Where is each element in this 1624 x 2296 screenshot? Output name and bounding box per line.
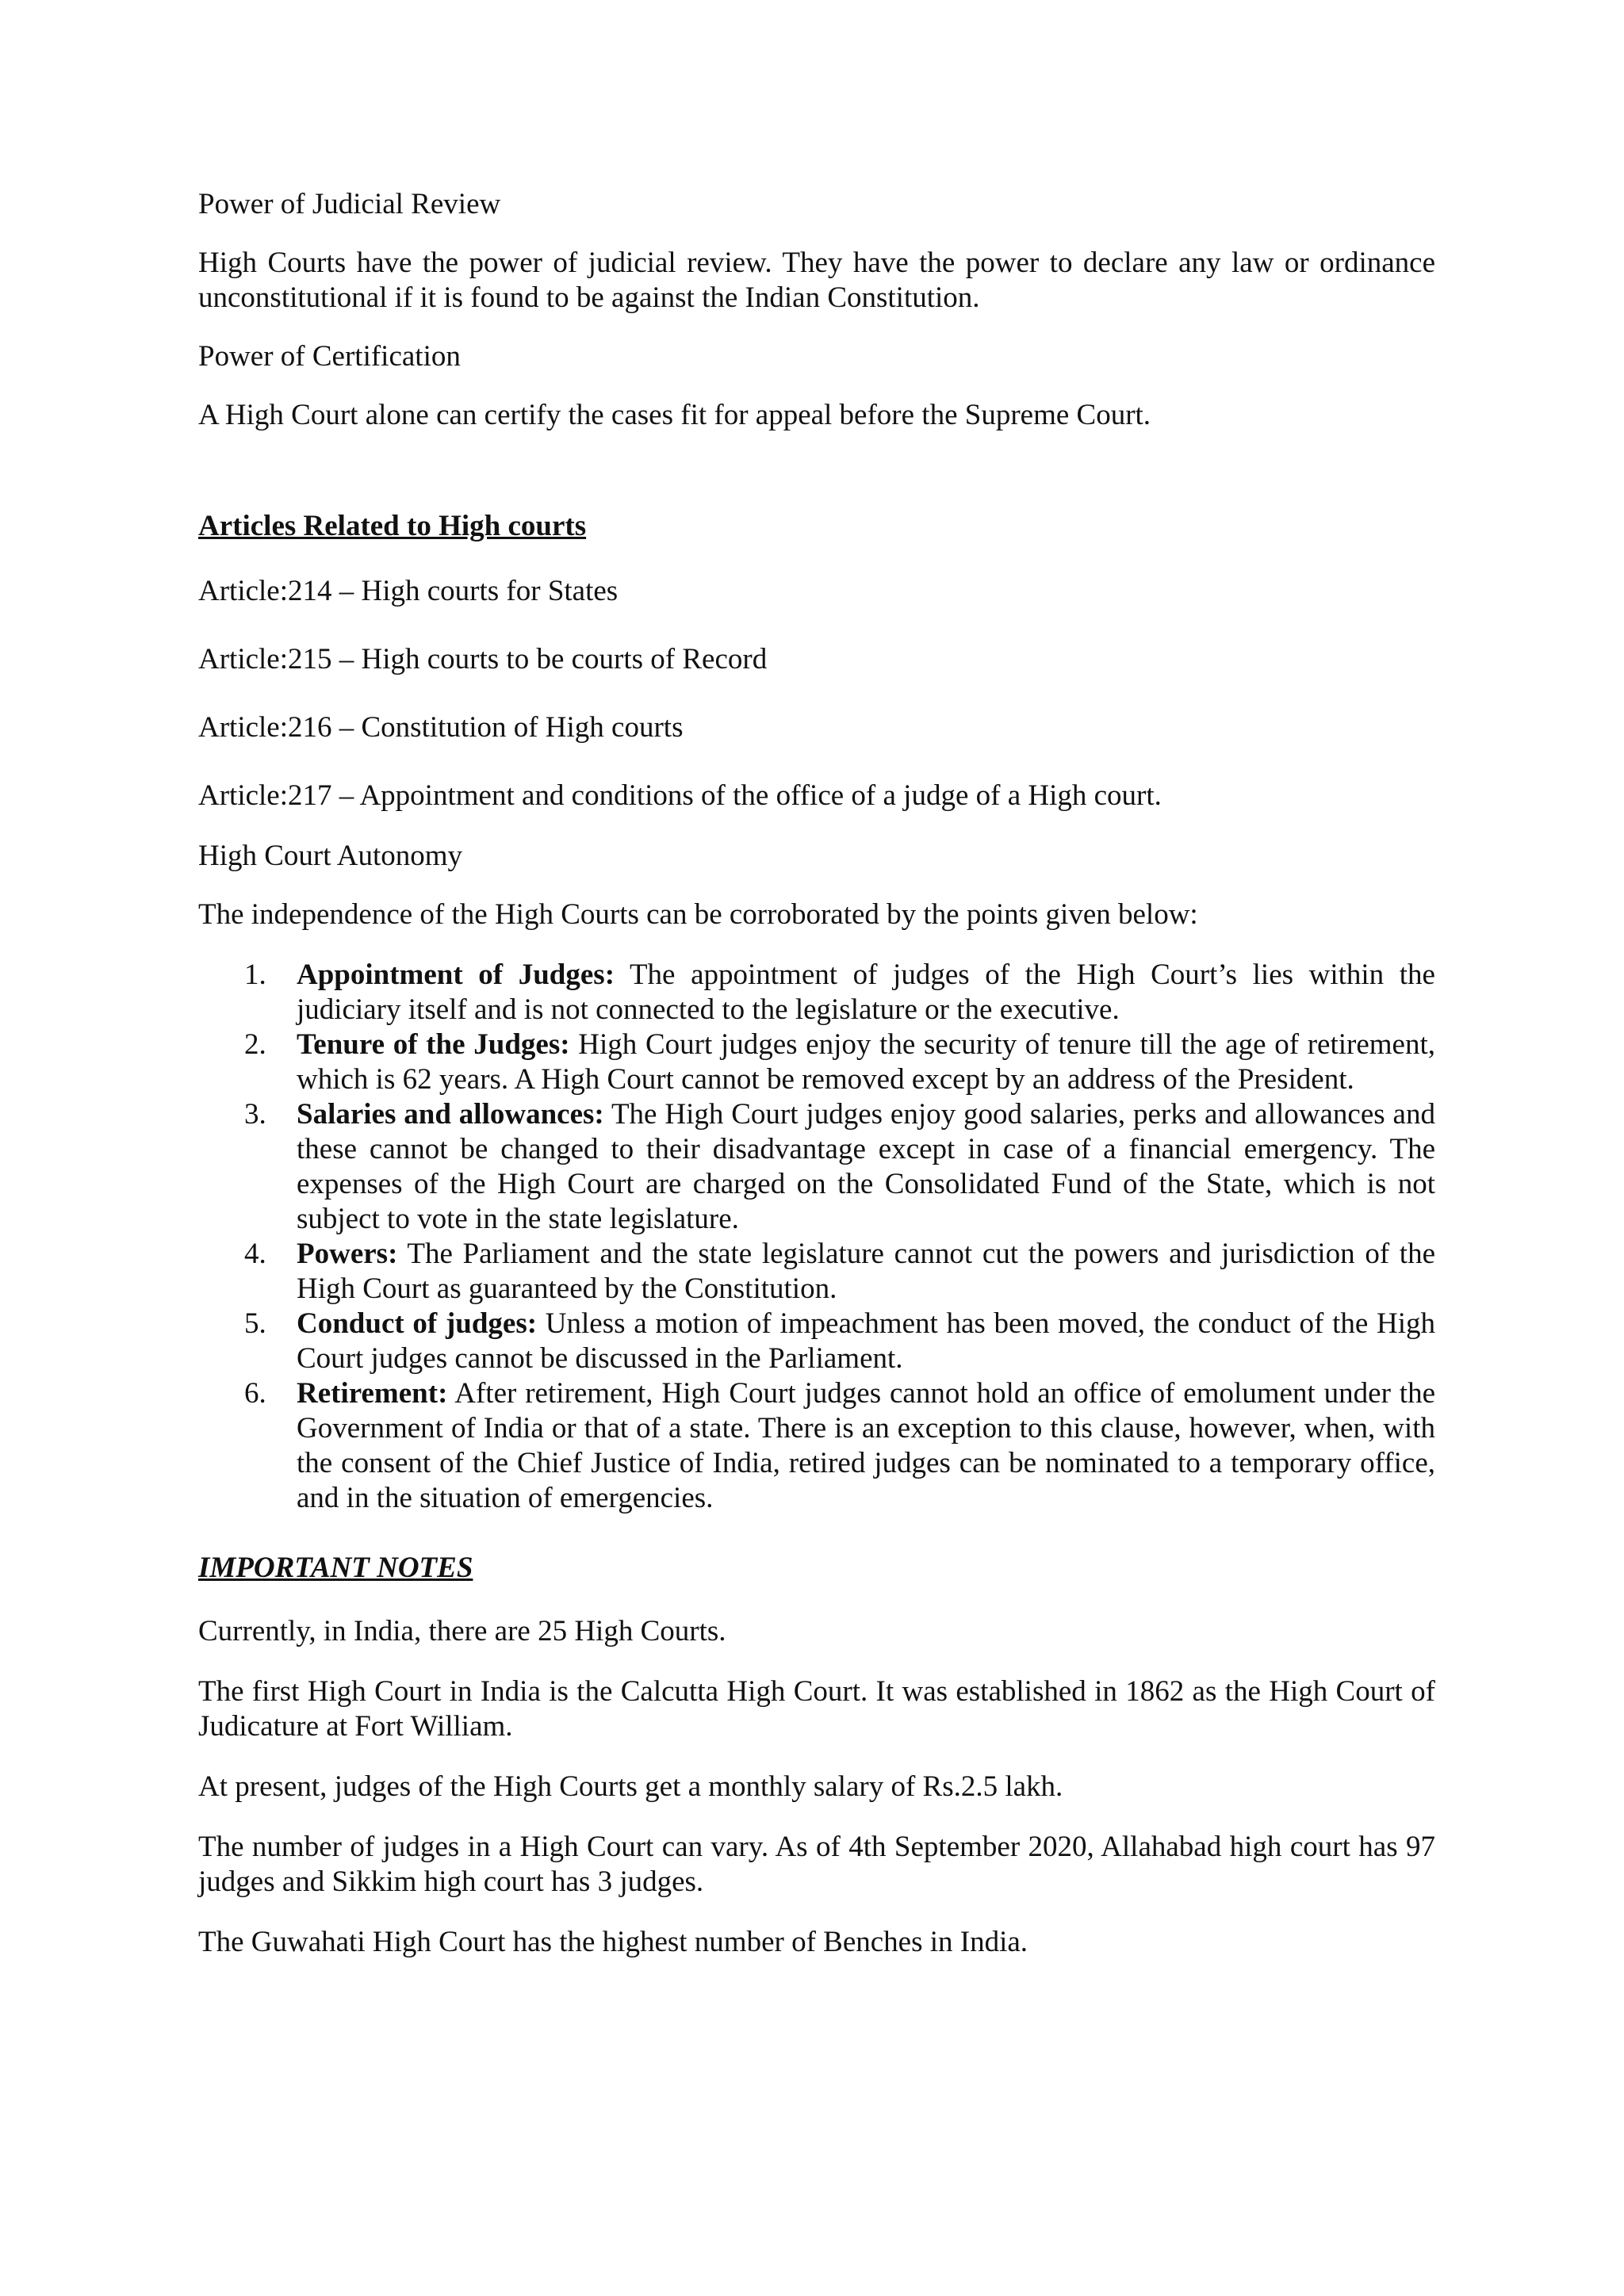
list-item (198, 1307, 1435, 1376)
list-term: Retirement: (297, 1377, 448, 1410)
list-text: Unless a motion of impeachment has been moved, the conduct of the High Court judges cannot be discussed in the Parliament. (297, 1307, 1435, 1375)
note-item: The first High Court in India is the Calcutta High Court. It was established in 1862 as the High Court of Judicature at Fort William. (198, 1675, 1435, 1743)
list-number: 4. (244, 1238, 266, 1270)
list-number: 3. (244, 1098, 266, 1131)
list-number: 1. (244, 959, 266, 991)
list-term: Salaries and allowances: (297, 1098, 604, 1131)
note-item: At present, judges of the High Courts get a monthly salary of Rs.2.5 lakh. (198, 1770, 1063, 1803)
list-item (198, 1097, 1435, 1237)
list-text: High Court judges enjoy the security of tenure till the age of retirement, which is 62 years. A High Court cannot be removed except by an address of the President. (297, 1028, 1435, 1096)
list-text: After retirement, High Court judges cannot hold an office of emolument under the Government of India or that of a state. There is an exception to this clause, however, when, with the consent of the Chief Justice of India, retired judges can be nominated to a temporary office, and in the situation of emergencies. (297, 1377, 1435, 1514)
list-number: 5. (244, 1307, 266, 1340)
certification-title: Power of Certification (198, 340, 461, 373)
note-item: The Guwahati High Court has the highest number of Benches in India. (198, 1926, 1028, 1958)
list-term: Appointment of Judges: (297, 959, 615, 991)
list-term: Tenure of the Judges: (297, 1028, 570, 1061)
autonomy-points-list (198, 958, 1435, 1516)
certification-body: A High Court alone can certify the cases fit for appeal before the Supreme Court. (198, 399, 1151, 431)
document-page (198, 187, 1435, 1960)
list-text: The appointment of judges of the High Court’s lies within the judiciary itself and is not connected to the legislature or the executive. (297, 959, 1435, 1026)
list-number: 6. (244, 1377, 266, 1410)
list-text: The Parliament and the state legislature cannot cut the powers and jurisdiction of the High Court as guaranteed by the Constitution. (297, 1238, 1435, 1305)
list-item (198, 958, 1435, 1027)
list-text: The High Court judges enjoy good salaries, perks and allowances and these cannot be changed to their disadvantage except in case of a financial emergency. The expenses of the High Court are charged on the Consolidated Fund of the State, which is not subject to vote in the state legislature. (297, 1098, 1435, 1235)
list-item (198, 1027, 1435, 1097)
judicial-review-body: High Courts have the power of judicial review. They have the power to declare any law or ordinance unconstitutional if it is found to be against the Indian Constitution. (198, 247, 1435, 314)
judicial-review-title: Power of Judicial Review (198, 188, 501, 220)
autonomy-title: High Court Autonomy (198, 840, 463, 872)
article-item: Article:214 – High courts for States (198, 575, 619, 607)
list-item (198, 1237, 1435, 1307)
autonomy-intro: The independence of the High Courts can be corroborated by the points given below: (198, 898, 1198, 931)
note-item: Currently, in India, there are 25 High Courts. (198, 1615, 726, 1647)
important-notes-heading: IMPORTANT NOTES (198, 1552, 473, 1584)
list-item (198, 1376, 1435, 1516)
articles-heading: Articles Related to High courts (198, 510, 587, 542)
note-item: The number of judges in a High Court can vary. As of 4th September 2020, Allahabad high court has 97 judges and Sikkim high court has 3 judges. (198, 1831, 1435, 1898)
article-item: Article:217 – Appointment and conditions of the office of a judge of a High court. (198, 779, 1162, 812)
list-term: Conduct of judges: (297, 1307, 538, 1340)
article-item: Article:216 – Constitution of High courts (198, 711, 684, 744)
list-number: 2. (244, 1028, 266, 1061)
article-item: Article:215 – High courts to be courts of Record (198, 643, 768, 675)
list-term: Powers: (297, 1238, 398, 1270)
